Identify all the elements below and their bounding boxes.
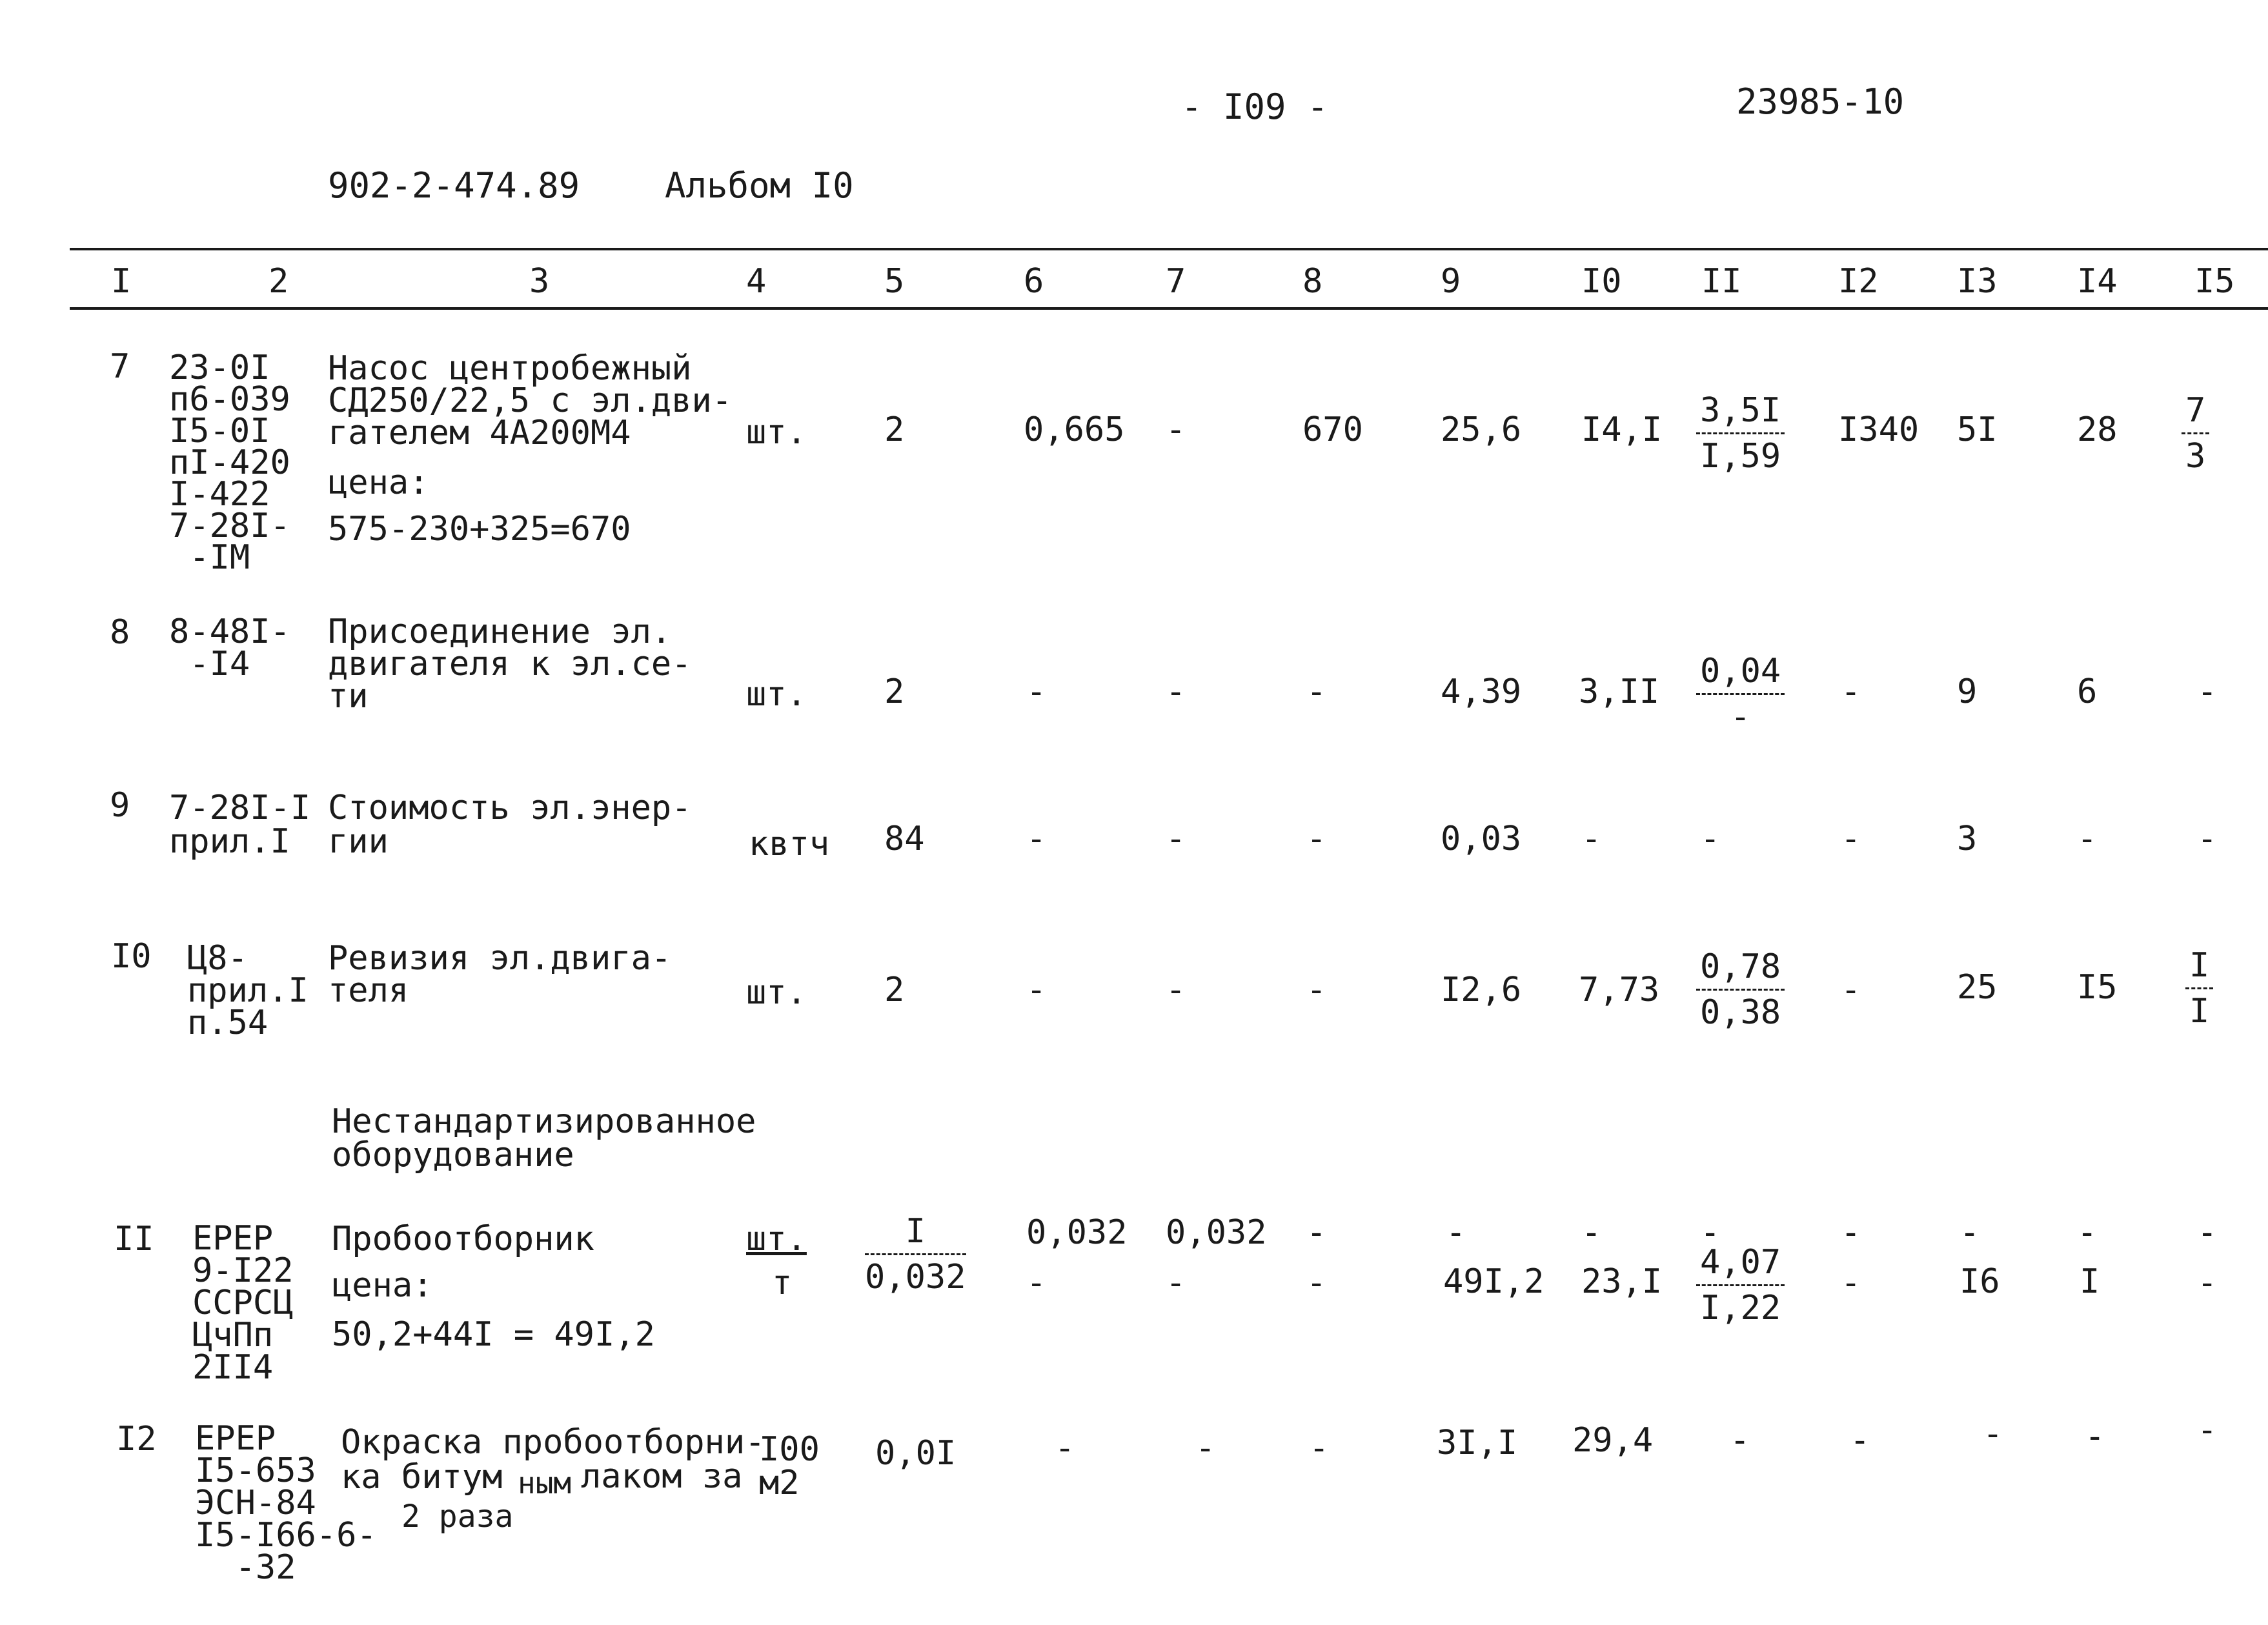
fraction-denominator: 0,38 <box>1700 993 1781 1032</box>
col-8-bottom: - <box>1306 1264 1327 1302</box>
row-description: Насос центробежный СД250/22,5 с эл.дви- гателем 4А200М4 <box>328 349 733 452</box>
col-15-value: - <box>2197 820 2218 858</box>
project-code: 902-2-474.89 <box>328 165 580 206</box>
col-7-value: - <box>1166 410 1186 449</box>
price-calculation: 575-230+325=670 <box>328 510 631 549</box>
col-header-1: I <box>111 262 132 301</box>
col-6-top: 0,032 <box>1026 1213 1128 1252</box>
unit-top: шт. <box>746 1220 807 1258</box>
col-header-13: I3 <box>1957 262 1998 301</box>
col-15-fraction <box>2185 946 2213 1031</box>
row-code: 23-0I п6-039 I5-0I пI-420 I-422 7-28I- -IM <box>169 348 290 577</box>
col-6-value: - <box>1055 1429 1075 1468</box>
col-header-11: II <box>1701 262 1742 301</box>
col-7-value: - <box>1166 672 1186 711</box>
col-11-top: - <box>1700 1213 1721 1252</box>
row-code: Ц8- прил.I п.54 <box>187 939 309 1042</box>
album-label: Альбом I0 <box>665 165 854 206</box>
row-code: ЕРЕР 9-I22 ССРСЦ ЦчПп 2II4 <box>192 1219 294 1387</box>
col-12-value: - <box>1841 672 1861 711</box>
col-7-value: - <box>1195 1429 1216 1468</box>
col-14-value: 28 <box>2077 410 2118 449</box>
col-13-bottom: I6 <box>1959 1262 2000 1301</box>
col-header-3: 3 <box>529 262 550 301</box>
col-11-fraction <box>1696 947 1785 1032</box>
row-description-tail: лаком за <box>581 1457 743 1496</box>
quantity: 2 <box>884 410 905 449</box>
table-top-rule <box>70 248 2268 250</box>
col-8-value: 670 <box>1302 410 1363 449</box>
quantity-fraction <box>865 1212 966 1297</box>
col-14-value: I5 <box>2077 968 2118 1007</box>
price-calculation: 50,2+44I = 49I,2 <box>332 1315 655 1354</box>
row-code: ЕРЕР I5-653 ЭСН-84 I5-I66-6- -32 <box>195 1419 377 1587</box>
quantity: 0,0I <box>875 1434 957 1473</box>
col-header-10: I0 <box>1581 262 1622 301</box>
document-number: 23985-10 <box>1736 81 1905 122</box>
unit: шт. <box>746 413 807 452</box>
col-header-5: 5 <box>884 262 905 301</box>
fraction-numerator: I <box>865 1212 966 1255</box>
col-header-9: 9 <box>1441 262 1461 301</box>
col-7-value: - <box>1166 971 1186 1009</box>
page-number: - I09 - <box>1181 86 1328 127</box>
fraction-denominator: I <box>2189 992 2210 1031</box>
fraction-numerator: I <box>2185 946 2213 989</box>
col-8-value: - <box>1306 971 1327 1009</box>
quantity: 84 <box>884 820 925 858</box>
col-13-top: - <box>1959 1213 1980 1252</box>
row-number: 8 <box>110 613 130 652</box>
row-description: Пробоотборник <box>332 1220 594 1258</box>
col-8-top: - <box>1306 1213 1327 1252</box>
col-15-bottom: - <box>2197 1264 2218 1302</box>
unit: шт. <box>746 973 807 1012</box>
col-12-value: - <box>1841 820 1861 858</box>
col-13-value: 3 <box>1957 820 1978 858</box>
row-number: I2 <box>116 1420 157 1458</box>
col-9-value: 4,39 <box>1441 672 1522 711</box>
col-15-fraction <box>2182 391 2209 476</box>
fraction-denominator: - <box>1730 698 1751 736</box>
col-9-top: - <box>1446 1213 1466 1252</box>
fraction-denominator: I,59 <box>1700 437 1781 476</box>
col-6-value: - <box>1026 672 1047 711</box>
unit-bottom: т <box>772 1264 793 1302</box>
col-13-value: - <box>1983 1415 2003 1453</box>
col-header-6: 6 <box>1024 262 1044 301</box>
col-header-7: 7 <box>1166 262 1186 301</box>
col-9-bottom: 49I,2 <box>1443 1262 1544 1301</box>
row-number: I0 <box>111 937 152 976</box>
col-13-value: 25 <box>1957 968 1998 1007</box>
col-11-value: - <box>1730 1421 1750 1460</box>
row-description-insert: ным <box>518 1466 572 1500</box>
col-7-bottom: - <box>1166 1264 1186 1302</box>
col-6-value: - <box>1026 820 1047 858</box>
col-6-bottom: - <box>1026 1264 1047 1302</box>
col-9-value: 0,03 <box>1441 820 1522 858</box>
fraction-denominator: 0,032 <box>865 1258 966 1297</box>
col-7-value: - <box>1166 820 1186 858</box>
fraction-numerator: 0,78 <box>1696 947 1785 991</box>
col-10-bottom: 23,I <box>1581 1262 1663 1301</box>
price-label: цена: <box>328 463 429 502</box>
col-15-top: - <box>2197 1213 2218 1252</box>
col-14-bottom: I <box>2080 1262 2100 1301</box>
col-11-fraction <box>1696 652 1785 736</box>
row-description: Присоединение эл. двигателя к эл.се- ти <box>328 612 692 716</box>
col-14-value: 6 <box>2077 672 2098 711</box>
price-label: цена: <box>332 1266 433 1305</box>
col-header-14: I4 <box>2077 262 2118 301</box>
row-number: 9 <box>110 786 130 825</box>
fraction-denominator: 3 <box>2185 437 2206 476</box>
col-10-value: 29,4 <box>1572 1421 1654 1460</box>
row-number: II <box>114 1220 154 1258</box>
col-14-top: - <box>2077 1213 2098 1252</box>
col-9-value: I2,6 <box>1441 971 1522 1009</box>
col-10-value: I4,I <box>1581 410 1663 449</box>
fraction-denominator: I,22 <box>1700 1289 1781 1327</box>
col-10-value: 3,II <box>1579 672 1660 711</box>
col-8-value: - <box>1306 672 1327 711</box>
col-8-value: - <box>1309 1429 1330 1468</box>
col-11-fraction <box>1696 391 1785 476</box>
col-10-top: - <box>1581 1213 1602 1252</box>
col-12-value: I340 <box>1838 410 1919 449</box>
col-11-value: - <box>1700 820 1721 858</box>
fraction-numerator: 3,5I <box>1696 391 1785 434</box>
col-6-value: 0,665 <box>1024 410 1125 449</box>
col-13-value: 5I <box>1957 410 1998 449</box>
row-code: 7-28I-I прил.I <box>169 789 311 861</box>
unit: квтч <box>749 825 830 863</box>
col-header-12: I2 <box>1838 262 1879 301</box>
col-13-value: 9 <box>1957 672 1978 711</box>
quantity: 2 <box>884 971 905 1009</box>
row-code: 8-48I- -I4 <box>169 612 290 683</box>
col-14-value: - <box>2077 820 2098 858</box>
col-header-8: 8 <box>1302 262 1323 301</box>
row-description: Окраска пробоотборни- ка битум <box>341 1423 765 1497</box>
col-12-value: - <box>1841 971 1861 1009</box>
fraction-numerator: 4,07 <box>1696 1243 1785 1286</box>
quantity: 2 <box>884 672 905 711</box>
col-12-bottom: - <box>1841 1264 1861 1302</box>
table-header-rule <box>70 307 2268 310</box>
col-14-value: - <box>2085 1417 2105 1456</box>
row-description-last: 2 раза <box>401 1499 514 1535</box>
col-header-15: I5 <box>2194 262 2235 301</box>
col-7-top: 0,032 <box>1166 1213 1267 1252</box>
col-6-value: - <box>1026 971 1047 1009</box>
col-10-value: - <box>1581 820 1602 858</box>
col-12-value: - <box>1850 1421 1870 1460</box>
col-9-value: 3I,I <box>1437 1424 1518 1462</box>
unit: I00 м2 <box>759 1430 820 1502</box>
col-8-value: - <box>1306 820 1327 858</box>
unit: шт. <box>746 675 807 714</box>
col-12-top: - <box>1841 1213 1861 1252</box>
col-15-value: - <box>2197 1411 2218 1449</box>
col-10-value: 7,73 <box>1579 971 1660 1009</box>
col-15-value: - <box>2197 672 2218 711</box>
fraction-numerator: 0,04 <box>1696 652 1785 695</box>
col-9-value: 25,6 <box>1441 410 1522 449</box>
section-heading: Нестандартизированное оборудование <box>332 1102 756 1175</box>
col-11-fraction <box>1696 1243 1785 1327</box>
row-description: Стоимость эл.энер- гии <box>328 789 692 861</box>
col-header-2: 2 <box>268 262 289 301</box>
fraction-numerator: 7 <box>2182 391 2209 434</box>
col-header-4: 4 <box>746 262 767 301</box>
row-description: Ревизия эл.двига- теля <box>328 939 672 1010</box>
row-number: 7 <box>110 347 130 386</box>
